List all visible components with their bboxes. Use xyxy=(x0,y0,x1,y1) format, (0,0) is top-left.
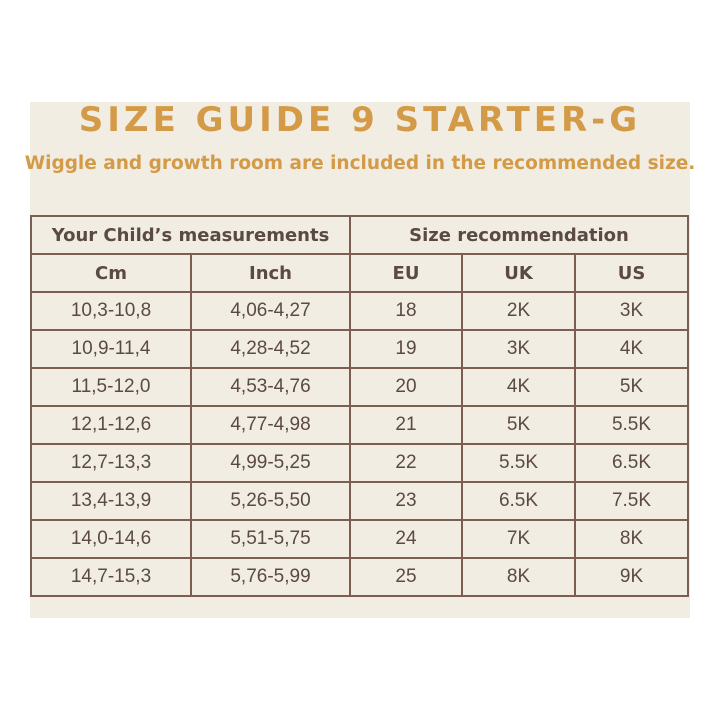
cell-eu: 21 xyxy=(350,406,462,444)
cell-uk: 5.5K xyxy=(462,444,575,482)
measurements-group-header: Your Child’s measurements xyxy=(31,216,350,254)
table-row xyxy=(31,330,688,368)
cell-eu: 19 xyxy=(350,330,462,368)
column-header-inch: Inch xyxy=(191,254,350,292)
cell-us: 9K xyxy=(575,558,688,596)
cell-inch: 4,06-4,27 xyxy=(191,292,350,330)
cell-cm: 14,7-15,3 xyxy=(31,558,191,596)
cell-us: 5K xyxy=(575,368,688,406)
cell-inch: 5,76-5,99 xyxy=(191,558,350,596)
cell-inch: 5,51-5,75 xyxy=(191,520,350,558)
cell-us: 3K xyxy=(575,292,688,330)
cell-uk: 7K xyxy=(462,520,575,558)
cell-cm: 13,4-13,9 xyxy=(31,482,191,520)
column-header-eu: EU xyxy=(350,254,462,292)
cell-inch: 4,99-5,25 xyxy=(191,444,350,482)
cell-cm: 12,7-13,3 xyxy=(31,444,191,482)
cell-uk: 4K xyxy=(462,368,575,406)
cell-inch: 4,28-4,52 xyxy=(191,330,350,368)
cell-cm: 12,1-12,6 xyxy=(31,406,191,444)
table-row xyxy=(31,406,688,444)
cell-uk: 6.5K xyxy=(462,482,575,520)
cell-eu: 22 xyxy=(350,444,462,482)
cell-eu: 18 xyxy=(350,292,462,330)
table-row xyxy=(31,444,688,482)
cell-cm: 10,3-10,8 xyxy=(31,292,191,330)
column-header-us: US xyxy=(575,254,688,292)
cell-inch: 4,77-4,98 xyxy=(191,406,350,444)
cell-inch: 4,53-4,76 xyxy=(191,368,350,406)
cell-cm: 14,0-14,6 xyxy=(31,520,191,558)
group-header-row xyxy=(31,216,688,254)
cell-cm: 10,9-11,4 xyxy=(31,330,191,368)
cell-us: 8K xyxy=(575,520,688,558)
column-header-cm: Cm xyxy=(31,254,191,292)
table-row xyxy=(31,482,688,520)
size-table xyxy=(30,215,689,597)
table-row xyxy=(31,558,688,596)
cell-eu: 24 xyxy=(350,520,462,558)
cell-eu: 20 xyxy=(350,368,462,406)
cell-us: 4K xyxy=(575,330,688,368)
cell-cm: 11,5-12,0 xyxy=(31,368,191,406)
cell-us: 6.5K xyxy=(575,444,688,482)
column-header-uk: UK xyxy=(462,254,575,292)
cell-inch: 5,26-5,50 xyxy=(191,482,350,520)
table-row xyxy=(31,520,688,558)
page-subtitle: Wiggle and growth room are included in the recommended size. xyxy=(24,153,696,174)
cell-eu: 25 xyxy=(350,558,462,596)
cell-us: 7.5K xyxy=(575,482,688,520)
table-row xyxy=(31,292,688,330)
cell-eu: 23 xyxy=(350,482,462,520)
cell-uk: 3K xyxy=(462,330,575,368)
table-row xyxy=(31,368,688,406)
cell-uk: 8K xyxy=(462,558,575,596)
page-title: SIZE GUIDE 9 STARTER-G xyxy=(78,100,642,140)
column-header-row xyxy=(31,254,688,292)
cell-uk: 2K xyxy=(462,292,575,330)
cell-uk: 5K xyxy=(462,406,575,444)
size-recommendation-group-header: Size recommendation xyxy=(350,216,688,254)
cell-us: 5.5K xyxy=(575,406,688,444)
